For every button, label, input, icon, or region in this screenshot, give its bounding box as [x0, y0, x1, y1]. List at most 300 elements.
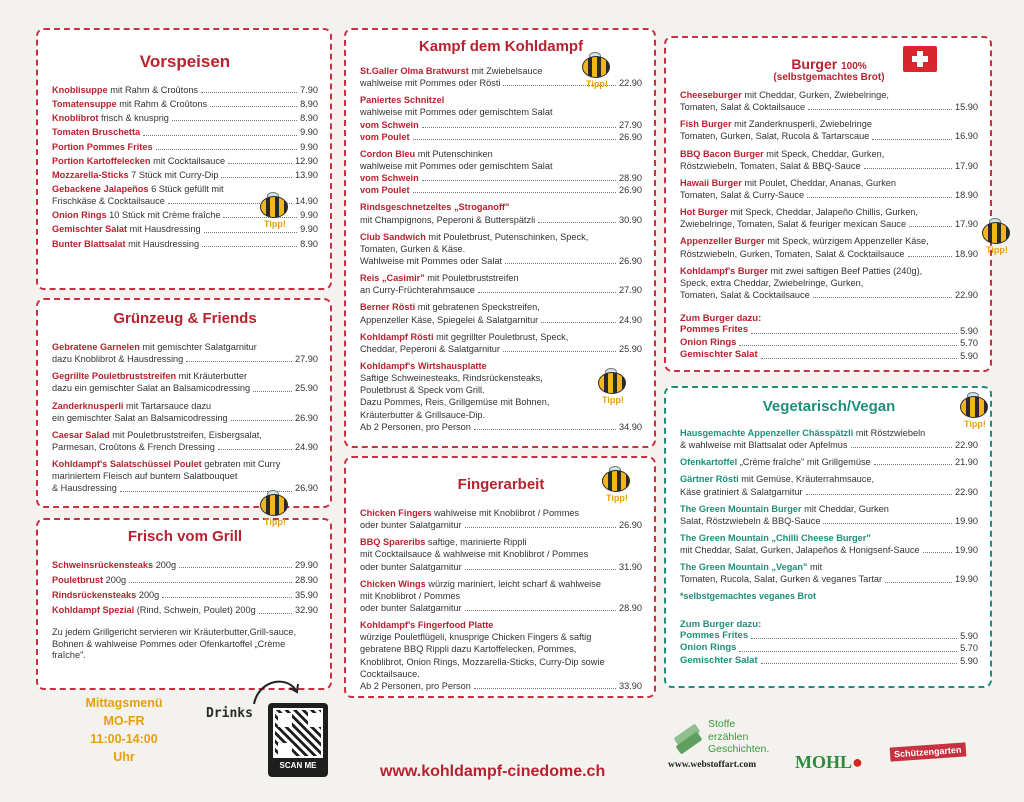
menu-item-desc: wahlweise mit Pommes oder gemischtem Salat [360, 107, 553, 118]
menu-item-line [360, 343, 642, 355]
menu-item [52, 559, 318, 571]
dot-leader [872, 139, 952, 140]
dot-leader [465, 610, 616, 611]
menu-item [680, 532, 978, 556]
menu-item [680, 427, 978, 451]
menu-item-text [360, 619, 493, 631]
menu-item-desc: vom Poulet [360, 185, 410, 196]
burger-extras-title: Zum Burger dazu: [680, 313, 762, 325]
menu-item-desc: Tomaten, Gurken & Käse. [360, 243, 466, 254]
menu-item-price: 31.90 [619, 561, 642, 572]
tipp-bee-icon: Tipp! [576, 52, 618, 92]
dot-leader [129, 582, 292, 583]
menu-item-name: Paniertes Schnitzel [360, 95, 445, 106]
menu-item-desc: mit Cheddar, Gurken [804, 503, 889, 514]
extra-item-name: Onion Rings [680, 642, 737, 654]
grill-title: Frisch vom Grill [127, 528, 243, 545]
menu-item-name: Pouletbrust [52, 575, 104, 586]
menu-item-desc: Cocktailsauce. [360, 668, 420, 679]
menu-item-line [680, 118, 978, 130]
menu-item-text [680, 503, 889, 515]
gruenzeug-section [36, 298, 332, 508]
extra-item-name: Gemischter Salat [680, 349, 758, 361]
menu-item-desc: Dazu Pommes, Reis, Grillgemüse mit Bohnen, [360, 397, 550, 408]
menu-item-desc: mit Zwiebelsauce [471, 66, 543, 76]
menu-item-line [680, 427, 978, 439]
menu-item-line [360, 578, 642, 590]
menu-item-name: Tomatensuppe [52, 99, 117, 110]
menu-item-line [680, 177, 978, 189]
menu-item-price: 27.90 [619, 119, 642, 130]
menu-item-line [52, 169, 318, 181]
menu-item-desc: 200g [105, 575, 127, 586]
kampf-title: Kampf dem Kohldampf [418, 38, 584, 55]
lunch-info [70, 694, 178, 767]
tipp-bee-icon: Tipp! [596, 466, 638, 506]
menu-item-name: BBQ Bacon Burger [680, 148, 764, 159]
dot-leader [201, 92, 297, 93]
menu-item [52, 112, 318, 124]
menu-item-text [52, 84, 198, 96]
menu-item-desc: mit Pouletbruststreifen, Eisbergsalat, [112, 429, 262, 440]
menu-item-line [360, 148, 642, 160]
menu-item-line [360, 243, 642, 255]
menu-item-name: The Green Mountain „Chilli Cheese Burger" [680, 532, 871, 543]
dot-leader [813, 297, 952, 298]
menu-item-line [680, 573, 978, 585]
menu-item [52, 141, 318, 153]
menu-item-line [360, 590, 642, 602]
menu-item-name: Portion Kartoffelecken [52, 155, 151, 166]
menu-item-desc: vom Poulet [360, 131, 410, 142]
menu-item-name: BBQ Spareribs [360, 537, 426, 548]
menu-item-name: Hot Burger [680, 207, 728, 218]
menu-item [360, 536, 642, 572]
menu-item [52, 84, 318, 96]
dot-leader [751, 638, 957, 639]
menu-item-desc: mit Cheddar, Gurken, Zwiebelringe, [744, 90, 889, 100]
menu-item-desc: 6 Stück gefüllt mit [151, 183, 224, 194]
grill-list [52, 559, 318, 617]
menu-item-desc: mit Poulet, Cheddar, Ananas, Gurken [744, 177, 897, 188]
burger-section [664, 36, 992, 372]
menu-item-name: Onion Rings [52, 210, 107, 221]
menu-item-price: 7.90 [300, 85, 318, 95]
tipp-bee-icon: Tipp! [254, 490, 296, 530]
dot-leader [541, 322, 616, 323]
menu-item-desc: wahlweise mit Knoblibrot / Pommes [434, 508, 580, 518]
menu-item-price: 27.90 [295, 354, 318, 365]
menu-item-name: Rindsgeschnetzeltes „Stroganoff" [360, 202, 510, 213]
dot-leader [156, 149, 298, 150]
menu-item-line [52, 470, 318, 482]
menu-item-text [680, 427, 925, 439]
menu-item-name: Gemischter Salat [52, 224, 128, 235]
menu-item-name: Hausgemachte Appenzeller Chässpätzli [680, 428, 854, 438]
menu-item [680, 561, 978, 585]
menu-item-line [680, 515, 978, 527]
dot-leader [923, 552, 952, 553]
menu-item-text [52, 458, 280, 470]
menu-item-desc: mit Zanderknusperli, Zwiebelringe [734, 119, 872, 130]
extra-item [680, 630, 978, 643]
menu-item-desc: Frischkäse & Cocktailsauce [52, 196, 165, 207]
menu-item-price: 28.90 [295, 575, 318, 586]
menu-item-desc: Zwiebelringe, Tomaten, Salat & feuriger mexican Sauce [680, 219, 907, 230]
menu-item-line [52, 412, 318, 424]
menu-item-name: Knoblisuppe [52, 85, 108, 95]
menu-item-price: 9.90 [300, 141, 318, 152]
menu-item-line [52, 155, 318, 167]
dot-leader [221, 177, 292, 178]
menu-item-desc: wahlweise mit Pommes oder gemischtem Salat [360, 160, 553, 171]
menu-item-price: 9.90 [300, 127, 318, 138]
menu-item-desc: mit Speck, Cheddar, Gurken, [766, 148, 885, 159]
sponsor-mohl [795, 752, 863, 773]
menu-item-desc: Tomaten, Rucola, Salat, Gurken & veganes Tartar [680, 574, 883, 585]
dot-leader [253, 391, 292, 392]
website-link[interactable]: www.kohldampf-cinedome.ch [380, 763, 606, 780]
dot-leader [422, 180, 616, 181]
dot-leader [864, 168, 952, 169]
menu-item-name: St.Galler Olma Bratwurst [360, 66, 469, 76]
menu-item-desc: gebraten mit Curry [204, 459, 281, 470]
menu-item-text [52, 98, 207, 110]
menu-item-text [52, 574, 126, 586]
menu-item-line [360, 272, 642, 284]
menu-item-price: 14.90 [295, 196, 318, 207]
menu-item-name: Gebackene Jalapeños [52, 183, 149, 194]
dot-leader [218, 449, 292, 450]
menu-item-line [52, 141, 318, 153]
menu-item-line [680, 101, 978, 113]
lunch-days: MO-FR [103, 714, 145, 729]
tipp-bee-icon: Tipp! [592, 368, 634, 408]
menu-item-price: 26.90 [295, 483, 318, 494]
menu-item-price: 16.90 [955, 131, 978, 142]
extra-item-price: 5.90 [960, 656, 978, 666]
tipp-bee-icon: Tipp! [976, 218, 1018, 258]
menu-item [360, 272, 642, 296]
apple-icon: ● [852, 752, 863, 772]
menu-item-name: Fish Burger [680, 119, 732, 130]
menu-item-desc: & wahlweise mit Blattsalat oder Apfelmus [680, 440, 848, 451]
dot-leader [474, 429, 616, 430]
menu-item-desc: mit [809, 562, 823, 573]
qr-code[interactable] [268, 703, 328, 777]
dot-leader [503, 351, 616, 352]
burger-extras [680, 324, 978, 362]
menu-item-price: 9.90 [300, 210, 318, 221]
menu-item-desc: mit gemischter Salatgarnitur [142, 342, 257, 352]
grill-section [36, 518, 332, 690]
extra-item-name: Pommes Frites [680, 324, 749, 336]
menu-item-desc: mit Gemüse, Kräuterrahmsauce, [741, 474, 875, 485]
gruenzeug-list [52, 341, 318, 495]
extra-item-price: 5.70 [960, 643, 978, 654]
menu-item [360, 201, 642, 225]
menu-item-desc: wahlweise mit Pommes oder Rösti [360, 78, 501, 89]
menu-item-price: 17.90 [955, 219, 978, 230]
menu-item-line [680, 561, 978, 573]
menu-item-line [680, 289, 978, 301]
menu-item-text [360, 536, 526, 548]
menu-item-desc: Tomaten, Salat & Curry-Sauce [680, 189, 805, 200]
menu-item-line [52, 429, 318, 441]
menu-item-desc: 200g [155, 560, 177, 570]
menu-item-text [680, 532, 871, 544]
menu-item [52, 604, 318, 616]
menu-item-price: 19.90 [955, 545, 978, 556]
menu-item-name: Ofenkartoffel [680, 457, 738, 468]
dot-leader [505, 263, 616, 264]
menu-item-line [360, 680, 642, 692]
menu-item-price: 21.90 [955, 457, 978, 468]
menu-item-text [360, 94, 444, 106]
menu-item [52, 400, 318, 424]
dot-leader [162, 597, 292, 598]
menu-item-price: 26.90 [619, 131, 642, 142]
extra-item-name: Onion Rings [680, 336, 737, 348]
menu-item-text [52, 559, 176, 571]
menu-item-text [52, 141, 153, 153]
menu-item-line [360, 656, 642, 668]
menu-item-desc: mit Cheddar, Salat, Gurken, Jalapeños & Honigsenf-Sauce [680, 545, 920, 556]
menu-item-line [52, 441, 318, 453]
menu-item-line [52, 98, 318, 110]
menu-item-desc: oder bunter Salatgarnitur [360, 602, 462, 613]
menu-item-line [360, 231, 642, 243]
menu-item-desc: würzig mariniert, leicht scharf & wahlweise [428, 578, 601, 589]
menu-item [680, 265, 978, 301]
extra-item-name: Pommes Frites [680, 629, 749, 641]
menu-item-line [680, 456, 978, 468]
menu-item-line [52, 559, 318, 571]
dot-leader [538, 222, 616, 223]
menu-item-desc: Knoblibrot, Onion Rings, Mozzarella-Sticks, Curry-Dip sowie [360, 656, 605, 667]
extra-item [680, 337, 978, 350]
menu-item-line [360, 284, 642, 296]
menu-item-price: 19.90 [955, 574, 978, 585]
dot-leader [909, 226, 952, 227]
dot-leader [465, 527, 616, 528]
scan-me-label: SCAN ME [279, 761, 317, 770]
menu-item-price: 18.90 [955, 248, 978, 259]
menu-item-price: 9.90 [300, 224, 318, 235]
menu-item-desc: dazu ein gemischter Salat an Balsamicodressing [52, 383, 251, 394]
menu-item-line [680, 189, 978, 201]
menu-item-line [680, 473, 978, 485]
menu-item-line [360, 106, 642, 118]
menu-item [680, 206, 978, 230]
menu-item-line [680, 130, 978, 142]
menu-item-desc: Parmesan, Croûtons & French Dressing [52, 441, 215, 452]
menu-item-desc: Saftige Schweinesteaks, Rindsrückensteaks, [360, 373, 543, 384]
finger-list [360, 507, 642, 692]
sponsor-url: www.webstoffart.com [668, 760, 757, 770]
burger-subtitle: (selbstgemachtes Brot) [773, 72, 885, 83]
menu-item-line [360, 507, 642, 519]
menu-item-text [360, 578, 601, 590]
menu-item-desc: mariniertem Fleisch auf buntem Salatbouquet [52, 471, 238, 482]
menu-item [680, 473, 978, 497]
menu-item-line [680, 206, 978, 218]
menu-item-line [360, 301, 642, 313]
menu-item-name: Caesar Salad [52, 429, 110, 440]
menu-item-price: 29.90 [295, 560, 318, 570]
vegan-extras-title: Zum Burger dazu: [680, 618, 762, 630]
menu-item-line [680, 532, 978, 544]
menu-item [360, 578, 642, 614]
menu-item-price: 15.90 [955, 102, 978, 113]
dot-leader [851, 447, 953, 448]
menu-item-desc: Ab 2 Personen, pro Person [360, 680, 471, 691]
menu-item-line [680, 439, 978, 451]
menu-item-text [360, 65, 542, 77]
qr-code-icon [273, 708, 323, 758]
menu-item-line [360, 561, 642, 573]
menu-item-text [680, 265, 922, 277]
menu-item-text [52, 238, 199, 250]
menu-item-desc: Wahlweise mit Pommes oder Salat [360, 255, 503, 266]
vegan-extras [680, 630, 978, 668]
sponsor-schuetzengarten: Schützengarten [890, 742, 966, 761]
menu-item-name: Berner Rösti [360, 302, 416, 313]
menu-item-name: Gärtner Rösti [680, 474, 739, 485]
menu-item-desc: mit gegrillter Pouletbrust, Speck, [436, 331, 569, 342]
menu-item-desc: 7 Stück mit Curry-Dip [131, 169, 219, 180]
menu-item-desc: vom Schwein [360, 173, 419, 184]
menu-item-price: 26.90 [619, 520, 642, 531]
menu-item [680, 235, 978, 259]
menu-item-line [52, 84, 318, 96]
dot-leader [231, 420, 292, 421]
menu-item-desc: Kräuterbutter & Grillsauce-Dip. [360, 409, 486, 420]
menu-item-text [360, 201, 509, 213]
menu-item-text [360, 301, 540, 313]
menu-item-line [52, 589, 318, 601]
menu-item-line [360, 131, 642, 143]
menu-item-line [360, 602, 642, 614]
dot-leader [808, 109, 952, 110]
menu-item-desc: & Hausdressing [52, 483, 117, 494]
menu-item-desc: Cheddar, Peperoni & Salatgarnitur [360, 343, 500, 354]
menu-item-line [52, 574, 318, 586]
menu-item-price: 25.90 [619, 343, 642, 354]
menu-item-name: Cordon Bleu [360, 148, 416, 159]
menu-item-desc: mit gebratenen Speckstreifen, [417, 302, 540, 313]
menu-item-line [680, 235, 978, 247]
menu-item-line [52, 382, 318, 394]
menu-item-desc: mit Hausdressing [129, 224, 201, 235]
menu-item-price: 30.90 [619, 214, 642, 225]
menu-item-text [52, 223, 201, 235]
menu-item-price: 27.90 [619, 285, 642, 296]
menu-item-price: 22.90 [955, 440, 978, 451]
dot-leader [474, 688, 616, 689]
menu-item-desc: Ab 2 Personen, pro Person [360, 421, 471, 432]
menu-item-name: Cheeseburger [680, 90, 742, 100]
menu-item-text [52, 400, 211, 412]
lunch-title: Mittagsmenü [85, 696, 163, 710]
burger-list [680, 89, 978, 301]
menu-item-price: 32.90 [295, 605, 318, 616]
menu-item-line [360, 668, 642, 680]
extra-item [680, 655, 978, 668]
menu-item [360, 619, 642, 692]
menu-item-text [360, 272, 519, 284]
menu-item-price: 13.90 [295, 169, 318, 180]
menu-item [680, 89, 978, 113]
menu-item-desc: mit Pouletbrust, Putenschinken, Speck, [428, 231, 589, 242]
menu-item-name: Kohldampf's Fingerfood Platte [360, 620, 494, 631]
menu-item-price: 12.90 [295, 155, 318, 166]
menu-item-name: Chicken Fingers [360, 508, 432, 518]
menu-item-line [680, 486, 978, 498]
menu-item-line [52, 112, 318, 124]
menu-item [52, 98, 318, 110]
menu-item-name: Kohldampf's Salatschüssel Poulet [52, 459, 202, 470]
menu-item-name: Hawaii Burger [680, 177, 742, 188]
dot-leader [478, 292, 616, 293]
tipp-bee-icon: Tipp! [254, 192, 296, 232]
menu-item-text [52, 370, 247, 382]
menu-item-line [52, 238, 318, 250]
menu-item-desc: an Curry-Früchterahmsauce [360, 285, 475, 296]
vegan-list [680, 427, 978, 586]
dot-leader [823, 523, 952, 524]
menu-item-price: 18.90 [955, 189, 978, 200]
vorspeisen-section [36, 28, 332, 290]
menu-item [52, 169, 318, 181]
menu-item-desc: oder bunter Salatgarnitur [360, 520, 462, 531]
menu-item-line [52, 126, 318, 138]
menu-item-text [360, 331, 568, 343]
menu-item-line [52, 458, 318, 470]
menu-item [360, 331, 642, 355]
menu-item [680, 148, 978, 172]
menu-item-price: 35.90 [295, 590, 318, 601]
menu-item-line [680, 89, 978, 101]
menu-item-text [52, 112, 169, 124]
menu-item [52, 429, 318, 453]
menu-item-text [680, 456, 871, 468]
vegan-title: Vegetarisch/Vegan [762, 398, 896, 415]
dot-leader [413, 139, 616, 140]
lunch-unit: Uhr [113, 750, 135, 765]
menu-item-text [52, 209, 220, 221]
dot-leader [751, 333, 957, 334]
menu-item-desc: saftige, marinierte Rippli [427, 537, 527, 548]
menu-item-name: The Green Mountain „Vegan" [680, 562, 808, 573]
dot-leader [422, 127, 616, 128]
menu-item-text [680, 473, 874, 485]
menu-item-name: Portion Pommes Frites [52, 141, 153, 152]
menu-item-name: Appenzeller Burger [680, 236, 765, 247]
extra-item-price: 5.90 [960, 350, 978, 361]
burger-title-text: Burger [791, 56, 838, 72]
menu-item-price: 22.90 [619, 78, 642, 89]
menu-item-line [360, 214, 642, 226]
menu-item-name: Gebratene Garnelen [52, 342, 140, 352]
menu-item [680, 118, 978, 142]
drinks-label: Drinks [206, 706, 253, 721]
menu-item-desc: Appenzeller Käse, Spiegelei & Salatgarnitur [360, 314, 539, 325]
menu-item-line [360, 119, 642, 131]
menu-item-line [52, 370, 318, 382]
menu-item-name: Gegrillte Pouletbruststreifen [52, 371, 177, 382]
menu-item-text [52, 604, 256, 616]
